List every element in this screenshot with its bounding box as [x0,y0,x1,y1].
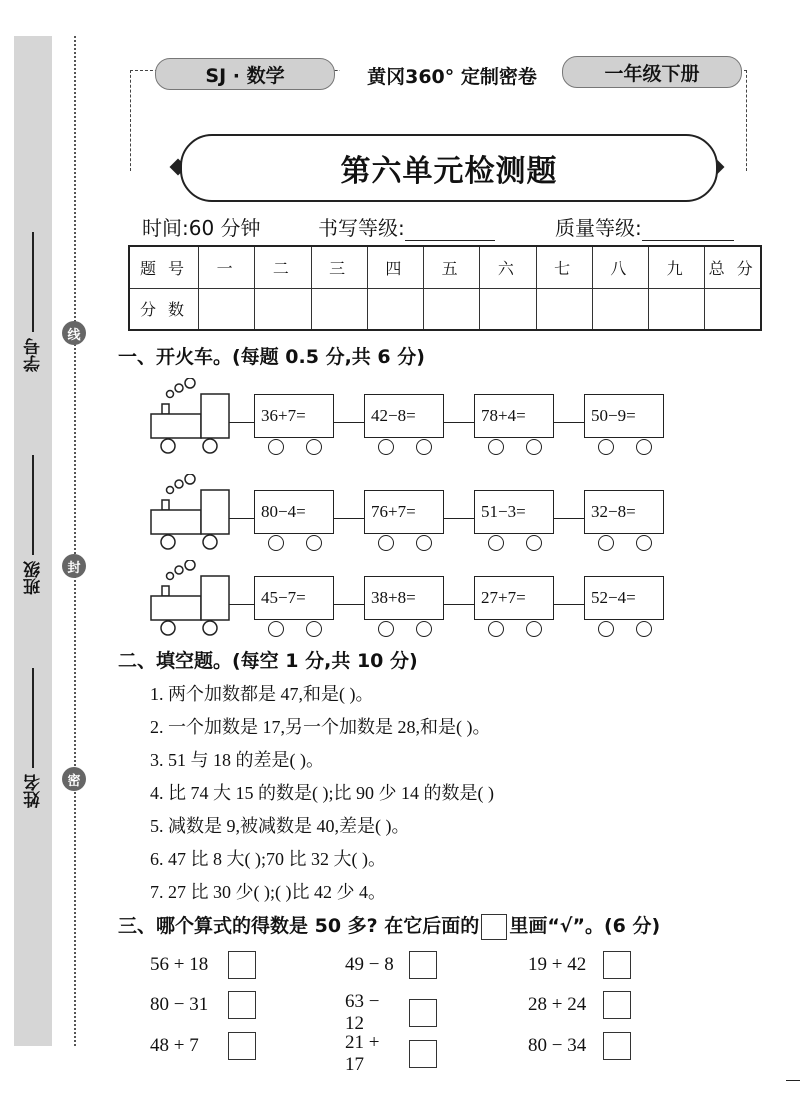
train-car-problem[interactable]: 45−7= [254,576,334,620]
train [150,378,670,468]
calc-expression: 19 + 42 [528,954,587,975]
class-blank[interactable] [32,455,34,555]
calc-expression: 28 + 24 [528,994,587,1015]
answer-checkbox[interactable] [603,991,631,1019]
score-header-cell: 题 号 [129,246,199,288]
seal-line-badge: 线 [62,321,86,345]
calc-expression: 80 − 31 [150,994,209,1015]
train-car-problem[interactable]: 51−3= [474,490,554,534]
class-field[interactable] [14,455,52,595]
score-cell[interactable] [424,288,480,330]
score-header-cell: 三 [311,246,367,288]
writing-grade-blank[interactable] [405,220,495,241]
wheel-icon [488,621,504,637]
answer-checkbox[interactable] [228,951,256,979]
train-car-problem[interactable]: 27+7= [474,576,554,620]
wheel-icon [526,621,542,637]
score-header-cell: 九 [649,246,705,288]
answer-checkbox[interactable] [228,1032,256,1060]
train-engine-icon [150,560,254,650]
wheel-icon [306,439,322,455]
calc-expression: 21 + 17 [345,1032,380,1075]
name-field[interactable] [14,668,52,808]
class-label: 班级 [23,561,44,595]
quality-grade [555,212,734,241]
fill-item-6[interactable]: 6. 47 比 8 大( );70 比 32 大( )。 [150,849,386,869]
train-coupler [229,518,254,519]
calc-item [150,951,256,979]
quality-grade-blank[interactable] [642,220,734,241]
score-header-row [129,246,761,288]
train-car-problem[interactable]: 78+4= [474,394,554,438]
calc-item [528,991,631,1019]
fill-item-5[interactable]: 5. 减数是 9,被减数是 40,差是( )。 [150,816,410,836]
answer-checkbox[interactable] [409,951,437,979]
train-car-problem[interactable]: 80−4= [254,490,334,534]
score-cell[interactable] [705,288,761,330]
train-coupler [444,604,474,605]
seal-seal-badge: 封 [62,554,86,578]
fill-item-4[interactable]: 4. 比 74 大 15 的数是( );比 90 少 14 的数是( ) [150,783,494,803]
fill-item-1[interactable]: 1. 两个加数都是 47,和是( )。 [150,684,374,704]
score-header-cell: 七 [536,246,592,288]
score-header-cell: 五 [424,246,480,288]
cut-line [74,36,76,1046]
score-header-cell: 八 [592,246,648,288]
page-title: 第六单元检测题 [180,134,718,202]
calc-item [345,1032,437,1076]
wheel-icon [636,439,652,455]
train-coupler [334,518,364,519]
score-cell[interactable] [311,288,367,330]
score-value-row [129,288,761,330]
train-car-problem[interactable]: 38+8= [364,576,444,620]
score-cell[interactable] [255,288,311,330]
wheel-icon [526,439,542,455]
score-cell[interactable] [199,288,255,330]
train-car-problem[interactable]: 50−9= [584,394,664,438]
score-row-label: 分 数 [129,288,199,330]
answer-checkbox[interactable] [228,991,256,1019]
calc-item [528,951,631,979]
calc-item [345,951,437,979]
score-cell[interactable] [592,288,648,330]
calc-item [345,991,437,1035]
wheel-icon [416,535,432,551]
answer-checkbox[interactable] [603,1032,631,1060]
train-car-problem[interactable]: 76+7= [364,490,444,534]
quality-grade-label: 质量等级: [555,216,642,240]
wheel-icon [488,535,504,551]
score-header-cell: 四 [367,246,423,288]
train-engine-icon [150,474,254,564]
wheel-icon [378,439,394,455]
student-id-field[interactable] [14,232,52,372]
calc-item [150,1032,256,1060]
calc-item [528,1032,631,1060]
wheel-icon [268,621,284,637]
writing-grade-label: 书写等级: [318,216,405,240]
fill-item-2[interactable]: 2. 一个加数是 17,另一个加数是 28,和是( )。 [150,717,491,737]
section3-heading-part2: 里画“√”。(6 分) [509,915,661,937]
score-cell[interactable] [480,288,536,330]
train-coupler [229,422,254,423]
wheel-icon [378,535,394,551]
wheel-icon [306,621,322,637]
calc-expression: 48 + 7 [150,1035,199,1056]
train-coupler [444,518,474,519]
answer-checkbox[interactable] [409,999,437,1027]
answer-checkbox[interactable] [409,1040,437,1068]
train-car-problem[interactable]: 52−4= [584,576,664,620]
page-mark [786,1080,800,1081]
score-cell[interactable] [649,288,705,330]
train-coupler [334,604,364,605]
score-header-cell: 六 [480,246,536,288]
train-coupler [554,422,584,423]
train-car-problem[interactable]: 36+7= [254,394,334,438]
fill-item-3[interactable]: 3. 51 与 18 的差是( )。 [150,750,324,770]
train [150,560,670,650]
wheel-icon [598,439,614,455]
section1-heading: 一、开火车。(每题 0.5 分,共 6 分) [118,346,425,368]
brand-title: 黄冈360° 定制密卷 [340,60,564,90]
train-coupler [444,422,474,423]
train-car-problem[interactable]: 32−8= [584,490,664,534]
seal-secret-badge: 密 [62,767,86,791]
wheel-icon [416,439,432,455]
name-blank[interactable] [32,668,34,768]
wheel-icon [488,439,504,455]
train-engine-icon [150,378,254,468]
section3-heading-part1: 三、哪个算式的得数是 50 多? 在它后面的 [118,915,480,937]
wheel-icon [598,535,614,551]
train-coupler [334,422,364,423]
student-id-blank[interactable] [32,232,34,332]
wheel-icon [268,439,284,455]
score-cell[interactable] [536,288,592,330]
wheel-icon [378,621,394,637]
score-header-cell: 一 [199,246,255,288]
wheel-icon [268,535,284,551]
train-coupler [554,604,584,605]
calc-expression: 49 − 8 [345,954,394,975]
calc-expression: 63 − 12 [345,991,380,1034]
fill-item-7[interactable]: 7. 27 比 30 少( );( )比 42 少 4。 [150,882,386,902]
grade-badge: 一年级下册 [562,56,742,88]
wheel-icon [636,621,652,637]
answer-checkbox[interactable] [603,951,631,979]
wheel-icon [526,535,542,551]
train [150,474,670,564]
train-coupler [229,604,254,605]
subject-badge: SJ · 数学 [155,58,335,90]
wheel-icon [598,621,614,637]
score-header-cell: 总 分 [705,246,761,288]
train-coupler [554,518,584,519]
answer-box-sample [481,914,507,940]
calc-expression: 80 − 34 [528,1035,587,1056]
section2-heading: 二、填空题。(每空 1 分,共 10 分) [118,650,418,672]
wheel-icon [306,535,322,551]
score-cell[interactable] [367,288,423,330]
calc-item [150,991,256,1019]
section3-heading [118,911,660,940]
wheel-icon [416,621,432,637]
name-label: 姓名 [23,774,44,808]
writing-grade [318,212,495,241]
train-car-problem[interactable]: 42−8= [364,394,444,438]
score-table [128,245,762,331]
wheel-icon [636,535,652,551]
exam-time: 时间:60 分钟 [142,216,261,240]
student-id-label: 学号 [23,338,44,372]
score-header-cell: 二 [255,246,311,288]
calc-expression: 56 + 18 [150,954,209,975]
